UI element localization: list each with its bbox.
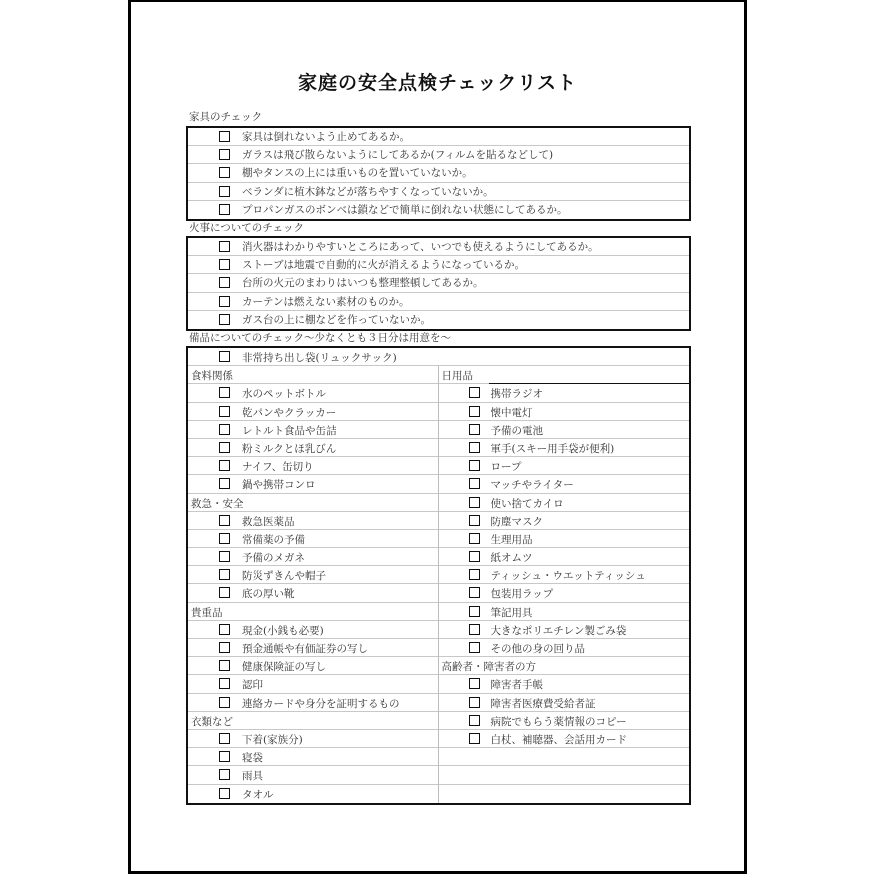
item-label: 乾パンやクラッカー bbox=[242, 406, 337, 419]
checkbox[interactable] bbox=[219, 314, 230, 325]
checklist-row bbox=[188, 766, 438, 784]
page-title: 家庭の安全点検チェックリスト bbox=[297, 72, 578, 94]
item-label: 健康保険証の写し bbox=[242, 661, 326, 674]
item-label: タオル bbox=[242, 788, 274, 801]
item-label: 寝袋 bbox=[242, 752, 263, 765]
item-label: ガラスは飛び散らないようにしてあるか(フィルムを貼るなどして) bbox=[242, 149, 554, 162]
item-label: 救急医薬品 bbox=[242, 515, 295, 528]
item-label: ティッシュ・ウエットティッシュ bbox=[490, 570, 646, 583]
checkbox[interactable] bbox=[469, 569, 480, 580]
checkbox[interactable] bbox=[219, 697, 230, 708]
category-label: 食料関係 bbox=[191, 370, 233, 383]
checkbox[interactable] bbox=[219, 424, 230, 435]
item-label: その他の身の回り品 bbox=[490, 643, 585, 655]
checklist-row-emergency-bag bbox=[188, 348, 689, 366]
checkbox[interactable] bbox=[219, 186, 230, 197]
checkbox[interactable] bbox=[219, 460, 230, 471]
checkbox[interactable] bbox=[469, 533, 480, 544]
item-label: 障害者手帳 bbox=[490, 679, 543, 692]
checkbox[interactable] bbox=[219, 478, 230, 489]
empty-row bbox=[439, 748, 690, 766]
checkbox[interactable] bbox=[219, 624, 230, 635]
checkbox[interactable] bbox=[219, 678, 230, 689]
checkbox[interactable] bbox=[469, 642, 480, 653]
checkbox[interactable] bbox=[219, 167, 230, 178]
item-label: 下着(家族分) bbox=[242, 733, 303, 746]
checklist-row bbox=[188, 748, 438, 766]
checklist-row bbox=[439, 639, 690, 657]
item-label: 病院でもらう薬情報のコピー bbox=[490, 715, 627, 728]
checkbox[interactable] bbox=[469, 497, 480, 508]
checklist-row bbox=[188, 657, 438, 675]
category-header bbox=[188, 366, 438, 384]
item-label: 鍋や携帯コンロ bbox=[242, 479, 316, 492]
checklist-row bbox=[439, 457, 690, 475]
item-label: 台所の火元のまわりはいつも整理整頓してあるか。 bbox=[242, 277, 484, 290]
checklist-row bbox=[439, 475, 690, 493]
item-label: 雨具 bbox=[242, 770, 263, 783]
checklist-row bbox=[188, 730, 438, 748]
checklist-row bbox=[188, 403, 438, 421]
checklist-row bbox=[188, 675, 438, 693]
item-label: 棚やタンスの上には重いものを置いていないか。 bbox=[242, 167, 473, 180]
item-label: 家具は倒れないよう止めてあるか。 bbox=[242, 131, 410, 144]
checkbox[interactable] bbox=[219, 551, 230, 562]
checkbox[interactable] bbox=[219, 660, 230, 671]
empty-row bbox=[439, 766, 690, 784]
checklist-row bbox=[439, 603, 690, 621]
supplies-grid bbox=[188, 366, 689, 803]
item-label: 紙オムツ bbox=[490, 552, 533, 565]
checkbox[interactable] bbox=[219, 204, 230, 215]
checklist-row bbox=[439, 530, 690, 548]
checkbox[interactable] bbox=[469, 460, 480, 471]
item-label: ロープ bbox=[490, 461, 522, 474]
checkbox[interactable] bbox=[469, 606, 480, 617]
item-label: 軍手(スキー用手袋が便利) bbox=[490, 442, 615, 455]
checkbox[interactable] bbox=[469, 515, 480, 526]
checklist-row bbox=[188, 457, 438, 475]
supplies-checklist bbox=[186, 346, 691, 805]
checkbox[interactable] bbox=[469, 387, 480, 398]
checklist-row bbox=[188, 530, 438, 548]
checklist-row bbox=[188, 128, 689, 146]
checkbox[interactable] bbox=[219, 277, 230, 288]
checkbox[interactable] bbox=[469, 715, 480, 726]
checkbox[interactable] bbox=[219, 733, 230, 744]
checklist-row bbox=[439, 694, 690, 712]
empty-row bbox=[439, 785, 690, 803]
checkbox[interactable] bbox=[469, 624, 480, 635]
item-label: 認印 bbox=[242, 679, 263, 692]
item-label: 白杖、補聴器、会話用カード bbox=[490, 733, 627, 746]
checkbox[interactable] bbox=[469, 442, 480, 453]
checklist-row bbox=[188, 293, 689, 311]
checklist-row bbox=[188, 183, 689, 201]
category-header bbox=[188, 494, 438, 512]
checklist-row bbox=[188, 146, 689, 164]
category-header bbox=[439, 366, 690, 384]
item-label: 預金通帳や有価証券の写し bbox=[242, 643, 368, 655]
item-label: 防塵マスク bbox=[490, 515, 543, 528]
checklist-row bbox=[439, 548, 690, 566]
fire-checklist bbox=[186, 236, 691, 331]
checklist-row bbox=[188, 421, 438, 439]
checkbox[interactable] bbox=[469, 424, 480, 435]
checklist-row bbox=[188, 548, 438, 566]
item-label: カーテンは燃えない素材のものか。 bbox=[242, 295, 410, 308]
item-label: 粉ミルクとほ乳びん bbox=[242, 442, 337, 455]
checklist-row bbox=[188, 311, 689, 329]
checklist-row bbox=[188, 384, 438, 402]
item-label: 常備薬の予備 bbox=[242, 533, 305, 546]
category-header bbox=[188, 603, 438, 621]
checkbox[interactable] bbox=[219, 769, 230, 780]
supplies-left-column bbox=[188, 366, 438, 803]
item-label: レトルト食品や缶詰 bbox=[242, 424, 337, 437]
item-label: 筆記用具 bbox=[490, 606, 533, 619]
checkbox[interactable] bbox=[219, 131, 230, 142]
category-label: 日用品 bbox=[441, 370, 473, 383]
checklist-row bbox=[439, 712, 690, 730]
item-label: 防災ずきんや帽子 bbox=[242, 570, 326, 583]
checkbox[interactable] bbox=[219, 241, 230, 252]
item-label: 底の厚い靴 bbox=[242, 588, 295, 601]
checklist-row bbox=[439, 439, 690, 457]
checklist-row bbox=[439, 421, 690, 439]
checklist-row bbox=[188, 164, 689, 182]
category-header bbox=[439, 657, 690, 675]
checkbox[interactable] bbox=[219, 788, 230, 799]
checklist-row bbox=[439, 621, 690, 639]
checklist-row bbox=[188, 584, 438, 602]
checklist-row bbox=[188, 475, 438, 493]
checkbox[interactable] bbox=[469, 551, 480, 562]
checklist-row bbox=[188, 639, 438, 657]
checklist-row bbox=[188, 785, 438, 803]
checklist-row bbox=[188, 274, 689, 292]
checklist-row bbox=[188, 694, 438, 712]
category-label: 貴重品 bbox=[191, 606, 223, 619]
item-label: マッチやライター bbox=[490, 479, 574, 492]
item-label: 予備のメガネ bbox=[242, 552, 305, 565]
checklist-row bbox=[439, 494, 690, 512]
item-label: ガス台の上に棚などを作っていないか。 bbox=[242, 314, 431, 327]
item-label: 使い捨てカイロ bbox=[490, 497, 564, 510]
furniture-checklist bbox=[186, 126, 691, 221]
item-label: 大きなポリエチレン製ごみ袋 bbox=[490, 624, 627, 637]
checkbox[interactable] bbox=[219, 442, 230, 453]
item-label: 水のペットボトル bbox=[242, 388, 326, 401]
checkbox[interactable] bbox=[219, 569, 230, 580]
item-label: ナイフ、缶切り bbox=[242, 461, 314, 474]
checkbox[interactable] bbox=[219, 296, 230, 307]
item-label: 懐中電灯 bbox=[490, 406, 533, 419]
checklist-row bbox=[188, 621, 438, 639]
checkbox[interactable] bbox=[219, 387, 230, 398]
checklist-row bbox=[439, 384, 690, 402]
checkbox[interactable] bbox=[219, 406, 230, 417]
item-label: ストーブは地震で自動的に火が消えるようになっているか。 bbox=[242, 259, 525, 272]
checklist-row bbox=[439, 584, 690, 602]
checklist-row bbox=[188, 566, 438, 584]
item-label: 携帯ラジオ bbox=[490, 388, 543, 401]
item-label: 予備の電池 bbox=[490, 424, 543, 437]
item-label: 包装用ラップ bbox=[490, 588, 554, 601]
item-label: プロパンガスのボンベは鎖などで簡単に倒れない状態にしてあるか。 bbox=[242, 204, 568, 217]
item-label: ベランダに植木鉢などが落ちやすくなっていないか。 bbox=[242, 185, 494, 198]
checkbox[interactable] bbox=[219, 533, 230, 544]
checklist-row bbox=[188, 256, 689, 274]
checkbox[interactable] bbox=[469, 678, 480, 689]
checkbox[interactable] bbox=[469, 697, 480, 708]
checkbox[interactable] bbox=[469, 587, 480, 598]
category-label: 衣類など bbox=[191, 715, 233, 728]
checklist-row bbox=[188, 201, 689, 219]
checklist-row bbox=[439, 730, 690, 748]
checkbox[interactable] bbox=[219, 587, 230, 598]
section-label-furniture: 家具のチェック bbox=[189, 111, 263, 123]
checkbox[interactable] bbox=[219, 642, 230, 653]
supplies-right-column bbox=[438, 366, 690, 803]
checkbox[interactable] bbox=[219, 149, 230, 160]
section-label-supplies: 備品についてのチェック～少なくとも３日分は用意を～ bbox=[189, 332, 451, 344]
checklist-row bbox=[188, 439, 438, 457]
checklist-row bbox=[188, 238, 689, 256]
category-label: 高齢者・障害者の方 bbox=[441, 661, 536, 674]
item-label: 連絡カードや身分を証明するもの bbox=[242, 697, 400, 710]
checklist-row bbox=[439, 675, 690, 693]
checklist-row bbox=[439, 512, 690, 530]
checkbox[interactable] bbox=[469, 733, 480, 744]
item-label: 非常持ち出し袋(リュックサック) bbox=[242, 352, 397, 364]
checkbox[interactable] bbox=[219, 351, 230, 362]
checkbox[interactable] bbox=[469, 406, 480, 417]
checklist-row bbox=[439, 403, 690, 421]
checklist-row bbox=[188, 512, 438, 530]
checkbox[interactable] bbox=[469, 478, 480, 489]
category-header bbox=[188, 712, 438, 730]
checkbox[interactable] bbox=[219, 751, 230, 762]
item-label: 消火器はわかりやすいところにあって、いつでも使えるようにしてあるか。 bbox=[242, 241, 599, 254]
checkbox[interactable] bbox=[219, 259, 230, 270]
item-label: 生理用品 bbox=[490, 533, 533, 546]
checklist-row bbox=[439, 566, 690, 584]
section-label-fire: 火事についてのチェック bbox=[189, 222, 304, 234]
category-label: 救急・安全 bbox=[191, 497, 244, 510]
checkbox[interactable] bbox=[219, 515, 230, 526]
item-label: 障害者医療費受給者証 bbox=[490, 697, 596, 710]
item-label: 現金(小銭も必要) bbox=[242, 624, 324, 637]
